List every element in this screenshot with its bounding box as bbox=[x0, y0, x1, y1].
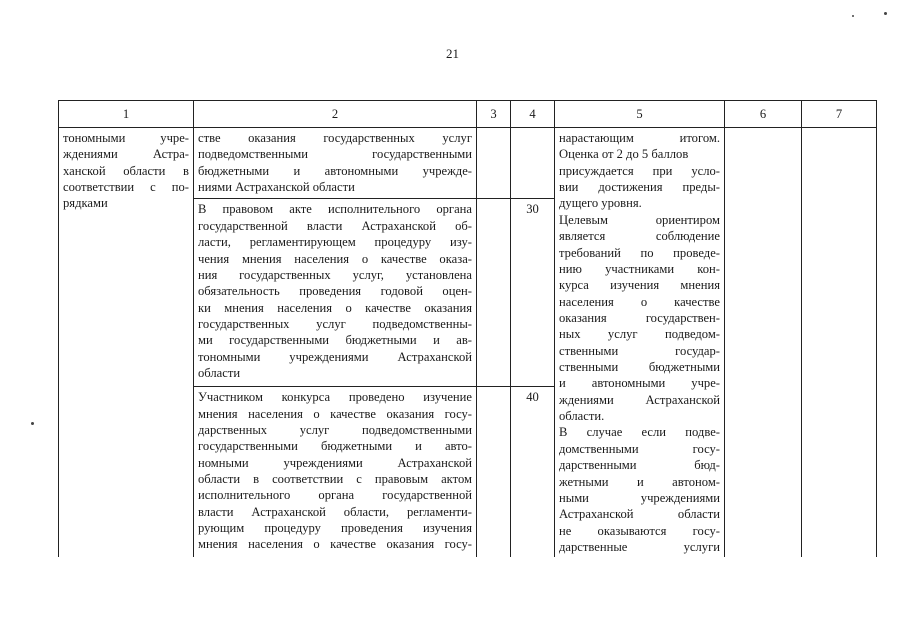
text-line: государственных услуг подведомственны- bbox=[198, 317, 472, 331]
text-line: ки мнения населения о качестве оказания bbox=[198, 300, 472, 315]
text-line: чения мнения населения о качестве оказа- bbox=[198, 251, 472, 266]
scan-speck bbox=[852, 15, 854, 17]
text-line: домственными госу- bbox=[559, 441, 720, 456]
cell-col7 bbox=[802, 128, 877, 558]
text-line: ласти, регламентирующем процедуру изу- bbox=[198, 235, 472, 250]
text-line: обязательность проведения годовой оцен- bbox=[198, 284, 472, 299]
cell-col3-row-b bbox=[477, 199, 511, 387]
column-header-4: 4 bbox=[511, 101, 555, 128]
text-line: присуждается при усло- bbox=[559, 163, 720, 178]
cell-col3-row-a bbox=[477, 128, 511, 199]
text-line: ждениями Астраханской bbox=[559, 392, 720, 407]
scan-speck bbox=[884, 12, 887, 15]
text-line: жетными и автоном- bbox=[559, 474, 720, 489]
text-line: курса изучения мнения bbox=[559, 278, 720, 293]
cell-col3-row-c bbox=[477, 387, 511, 558]
text-line: нию участниками кон- bbox=[559, 261, 720, 276]
cell-col6 bbox=[725, 128, 802, 558]
header-row bbox=[59, 101, 877, 128]
cell-col1-criterion bbox=[59, 128, 194, 558]
cell-col4-row-c: 40 bbox=[511, 387, 555, 558]
column-header-1: 1 bbox=[59, 101, 194, 128]
text-line: рующим процедуру проведения изучения bbox=[198, 521, 472, 536]
cell-col4-row-b: 30 bbox=[511, 199, 555, 387]
cell-col2-row-c bbox=[194, 387, 477, 558]
cell-col2-row-b bbox=[194, 199, 477, 387]
text-line: является соблюдение bbox=[559, 229, 720, 244]
cell-col5-description bbox=[555, 128, 725, 558]
text-line: ственными бюджетными bbox=[559, 360, 720, 375]
text-line: бюджетными и автономными учрежде- bbox=[198, 163, 472, 178]
text-line: области. bbox=[559, 409, 605, 424]
table-row bbox=[59, 128, 877, 199]
text-line: требований по проведе- bbox=[559, 245, 720, 260]
column-header-7: 7 bbox=[802, 101, 877, 128]
text-line: ми государственными бюджетными и ав- bbox=[198, 333, 472, 348]
scan-speck bbox=[31, 422, 34, 425]
text-line: исполнительного органа государственной bbox=[198, 488, 472, 503]
page-number: 21 bbox=[446, 46, 459, 61]
cell-col4-row-a bbox=[511, 128, 555, 199]
text-line: ных услуг подведом- bbox=[559, 327, 720, 342]
text-line: соответствии с по- bbox=[63, 180, 189, 195]
column-header-5: 5 bbox=[555, 101, 725, 128]
text-line: номными учреждениями Астраханской bbox=[198, 455, 472, 470]
text-line: оказания государствен- bbox=[559, 310, 720, 325]
text-line: рядками bbox=[63, 196, 108, 211]
text-line: Участником конкурса проведено изучение bbox=[198, 390, 472, 405]
text-line: власти Астраханской области, регламенти- bbox=[198, 504, 472, 519]
text-line: Астраханской области bbox=[559, 507, 720, 522]
text-line: населения о качестве bbox=[559, 294, 720, 309]
text-line: ственными государ- bbox=[559, 343, 720, 358]
text-line: дарственные услуги bbox=[559, 539, 720, 554]
text-line: и автономными учре- bbox=[559, 376, 720, 391]
text-line: мнения населения о качестве оказания госу- bbox=[198, 406, 472, 421]
text-line: мнения населения о качестве оказания госу- bbox=[198, 537, 472, 552]
text-line: подведомственными государственными bbox=[198, 147, 472, 162]
text-line: вии достижения преды- bbox=[559, 180, 720, 195]
text-line: дарственными бюд- bbox=[559, 458, 720, 473]
text-line: Оценка от 2 до 5 баллов bbox=[559, 147, 689, 162]
text-line: дарственных услуг подведомственными bbox=[198, 422, 472, 437]
text-line: дущего уровня. bbox=[559, 196, 642, 211]
text-line: ниями Астраханской области bbox=[198, 180, 355, 195]
text-line: тономными учреждениями Астраханской bbox=[198, 349, 472, 364]
column-header-2: 2 bbox=[194, 101, 477, 128]
text-line: В правовом акте исполнительного органа bbox=[198, 202, 472, 217]
text-line: нарастающим итогом. bbox=[559, 131, 720, 145]
column-header-3: 3 bbox=[477, 101, 511, 128]
text-line: ными учреждениями bbox=[559, 490, 720, 505]
text-line: Целевым ориентиром bbox=[559, 212, 720, 227]
cell-col2-row-a bbox=[194, 128, 477, 199]
text-line: не оказываются госу- bbox=[559, 523, 720, 538]
text-line: стве оказания государственных услуг bbox=[198, 131, 472, 145]
text-line: ханской области в bbox=[63, 163, 189, 178]
text-line: ждениями Астра- bbox=[63, 147, 189, 162]
text-line: В случае если подве- bbox=[559, 425, 720, 440]
text-line: тономными учре- bbox=[63, 131, 189, 145]
text-line: области bbox=[198, 366, 241, 381]
text-line: области в соответствии с правовым актом bbox=[198, 472, 472, 486]
column-header-6: 6 bbox=[725, 101, 802, 128]
text-line: ния государственных услуг, установлена bbox=[198, 267, 472, 282]
text-line: государственной власти Астраханской об- bbox=[198, 218, 472, 233]
text-line: государственными бюджетными и авто- bbox=[198, 439, 472, 454]
document-table bbox=[58, 100, 877, 557]
